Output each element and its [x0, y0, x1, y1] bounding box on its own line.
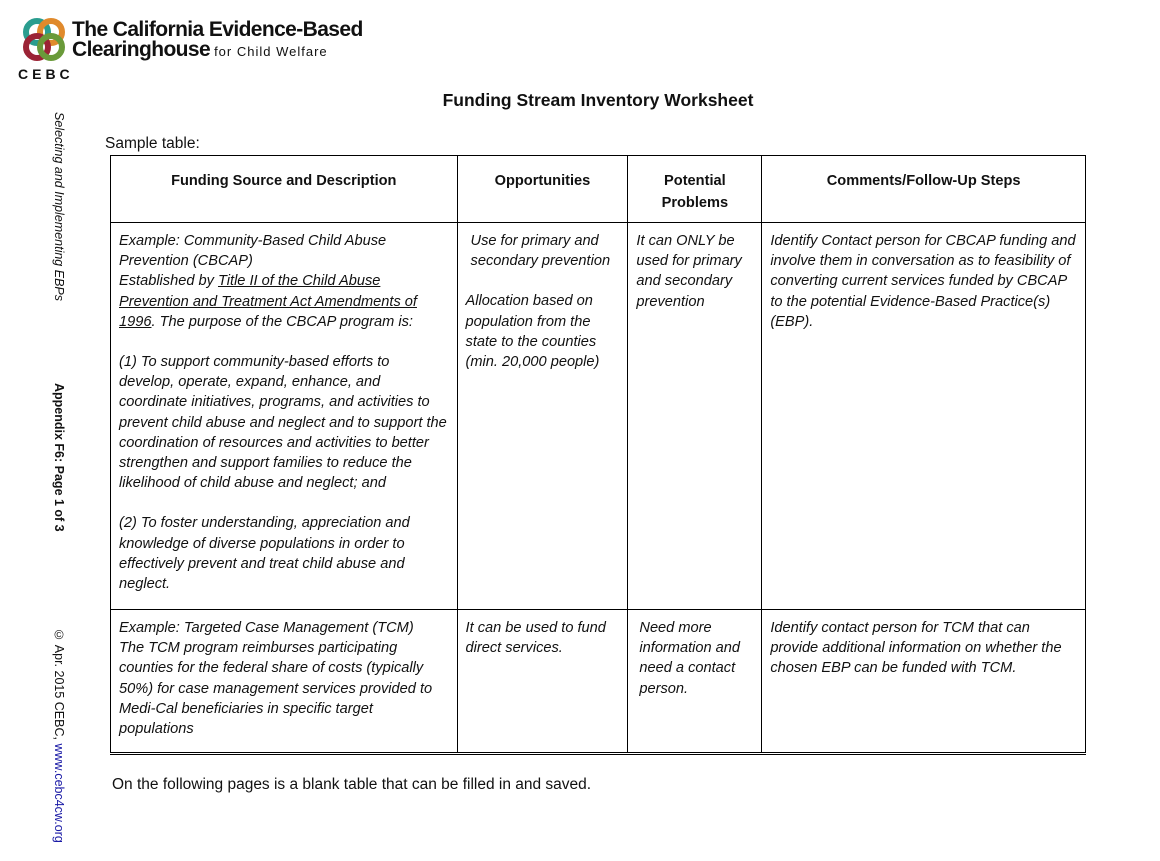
- sidebar-series: Selecting and Implementing EBPs: [52, 112, 66, 301]
- cebc-logo: [16, 14, 363, 86]
- logo-line2: Clearinghouse for Child Welfare: [72, 38, 328, 61]
- cebc-logo-icon: [20, 16, 68, 64]
- cell-source: Example: Community-Based Child Abuse Prevention (CBCAP) Established by Title II of the Child Abuse Prevention and Treatment Act Amendments of 1996. The purpose of the CBCAP program is: (1) To support community-based efforts to develop, operate, expand, enhance, and coordinate initiatives, programs, and activities to prevent child abuse and neglect and to support the coordination of resources and activities to better strengthen and support families to reduce the likelihood of child abuse and neglect; and (2) To foster understanding, appreciation and knowledge of diverse populations in order to effectively prevent and treat child abuse and neglect.: [111, 223, 458, 610]
- cell-comments: Identify contact person for TCM that can provide additional information on whether the chosen EBP can be funded with TCM.: [762, 610, 1086, 754]
- header-opportunities: Opportunities: [457, 156, 628, 223]
- title-ii-link[interactable]: Title II of the Child Abuse Prevention and Treatment Act Amendments of 1996: [119, 273, 417, 330]
- table-row: [111, 610, 1086, 754]
- cell-problems: It can ONLY be used for primary and secondary prevention: [628, 223, 762, 610]
- header-potential-problems: Potential Problems: [628, 156, 762, 223]
- header-funding-source: Funding Source and Description: [111, 156, 458, 223]
- table-header-row: [111, 156, 1086, 223]
- sidebar-page: Appendix F6: Page 1 of 3: [52, 383, 66, 532]
- logo-abbr: CEBC: [18, 66, 74, 82]
- cebc-website-link[interactable]: www.cebc4cw.org: [52, 743, 66, 843]
- cell-opportunities: Use for primary and secondary prevention Allocation based on population from the state to the counties (min. 20,000 people): [457, 223, 628, 610]
- cell-problems: Need more information and need a contact person.: [628, 610, 762, 754]
- cell-source: Example: Targeted Case Management (TCM) The TCM program reimburses participating counties for the federal share of costs (typically 50%) for case management services provided to Medi-Cal beneficiaries in specific target populations: [111, 610, 458, 754]
- sample-label: Sample table:: [105, 135, 200, 152]
- table-row: [111, 223, 1086, 610]
- logo-line1: The California Evidence-Based: [72, 18, 363, 41]
- header-comments: Comments/Follow-Up Steps: [762, 156, 1086, 223]
- page-title: Funding Stream Inventory Worksheet: [442, 90, 754, 110]
- cell-comments: Identify Contact person for CBCAP funding and involve them in conversation as to feasibility of converting current services funded by CBCAP to the potential Evidence-Based Practice(s) (EBP).: [762, 223, 1086, 610]
- funding-table: [110, 155, 1086, 755]
- sidebar-copyright: © Apr. 2015 CEBC, www.cebc4cw.org: [52, 628, 66, 843]
- footer-note: On the following pages is a blank table that can be filled in and saved.: [112, 776, 592, 793]
- cell-opportunities: It can be used to fund direct services.: [457, 610, 628, 754]
